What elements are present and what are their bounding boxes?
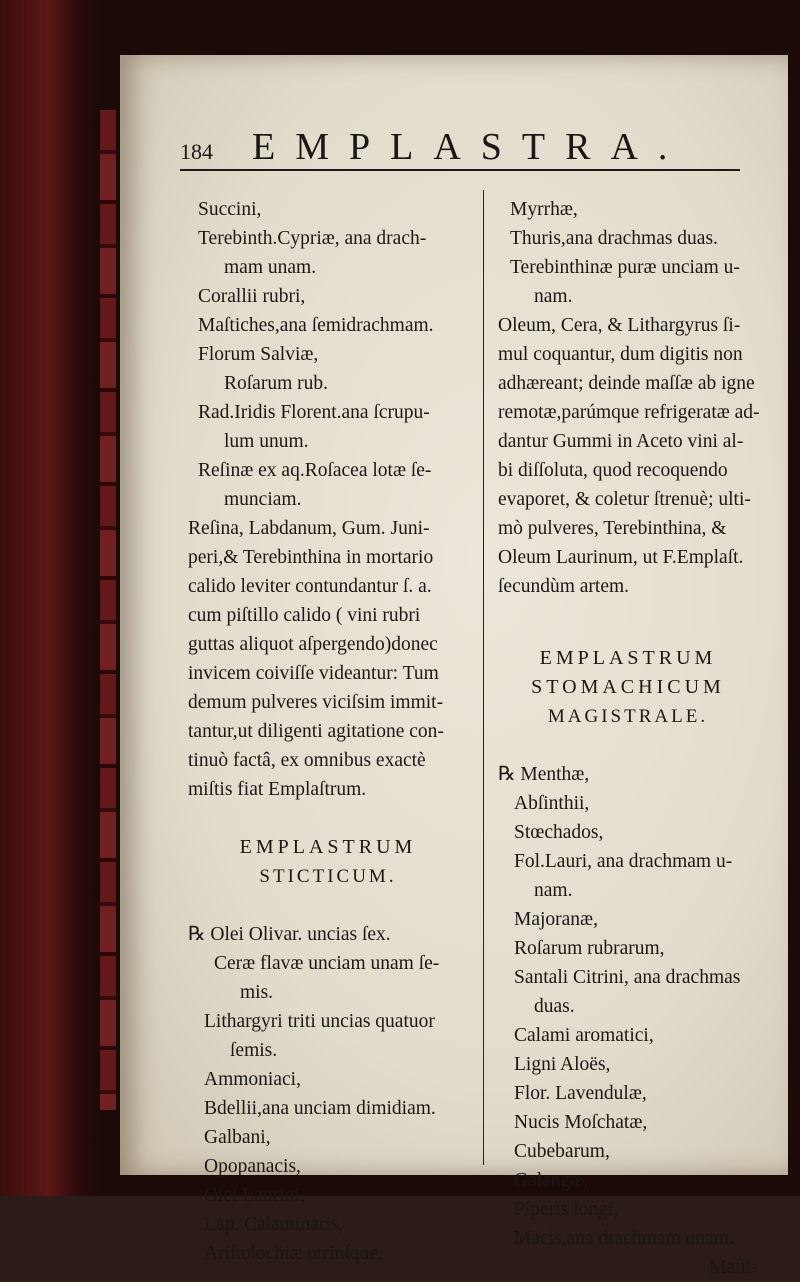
text-line: adhæreant; deinde maſſæ ab igne: [498, 373, 755, 394]
page-header: [180, 125, 740, 171]
spacer: [498, 630, 758, 644]
text-line: mul coquantur, dum digitis non: [498, 344, 743, 365]
catchword: Maſti-: [709, 1257, 758, 1278]
text-line: Terebinth.Cypriæ, ana drach-: [198, 228, 427, 249]
left-column: [188, 195, 458, 1268]
text-line: Galbani,: [204, 1127, 271, 1148]
text-line: Terebinthinæ puræ unciam u-: [510, 257, 740, 278]
text-line: Reſina, Labdanum, Gum. Juni-: [188, 518, 430, 539]
text-line: Cubebarum,: [514, 1141, 610, 1162]
text-line: Ligni Aloës,: [514, 1054, 611, 1075]
section-title: EMPLASTRUM: [239, 836, 417, 858]
text-line: Lap. Calaminaris,: [204, 1214, 344, 1235]
text-line: Succini,: [198, 199, 262, 220]
text-line: Rad.Iridis Florent.ana ſcrupu-: [198, 402, 430, 423]
text-line: miſtis fiat Emplaſtrum.: [188, 779, 367, 800]
text-line: Macis,ana drachmam unam.: [514, 1228, 734, 1249]
text-line: Ammoniaci,: [204, 1069, 301, 1090]
section-subtitle: STOMACHICUM: [531, 676, 725, 698]
text-line: Bdellii,ana unciam dimidiam.: [204, 1098, 436, 1119]
text-line: ſemis.: [230, 1040, 278, 1061]
spacer: [198, 804, 458, 833]
spacer: [498, 731, 758, 760]
text-line: Calami aromatici,: [514, 1025, 654, 1046]
page-number: 184: [180, 139, 213, 164]
text-line: bi diſſoluta, quod recoquendo: [498, 460, 728, 481]
text-line: Ceræ flavæ unciam unam ſe-: [214, 953, 440, 974]
text-line: Olei Laurini,: [204, 1185, 305, 1206]
text-line: ſecundùm artem.: [498, 576, 630, 597]
text-line: mis.: [240, 982, 274, 1003]
text-line: lum unum.: [224, 431, 309, 452]
text-line: munciam.: [224, 489, 302, 510]
text-line: Opopanacis,: [204, 1156, 301, 1177]
text-line: duas.: [534, 996, 575, 1017]
column-divider: [483, 190, 484, 1165]
text-line: tinuò factâ, ex omnibus exactè: [188, 750, 426, 771]
right-column: [498, 195, 758, 1282]
text-line: evaporet, & coletur ſtrenuè; ulti-: [498, 489, 751, 510]
spacer: [198, 891, 458, 920]
text-line: mò pulveres, Terebinthina, &: [498, 518, 727, 539]
text-line: Ariſtolochiæ utriuſque,: [204, 1243, 383, 1264]
text-line: nam.: [534, 286, 573, 307]
text-line: Piperis longi,: [514, 1199, 619, 1220]
text-line: dantur Gummi in Aceto vini al-: [498, 431, 744, 452]
text-line: guttas aliquot aſpergendo)donec: [188, 634, 438, 655]
text-line: Nucis Moſchatæ,: [514, 1112, 648, 1133]
text-line: Roſarum rub.: [224, 373, 328, 394]
text-line: Corallii rubri,: [198, 286, 306, 307]
text-line: Galangæ,: [514, 1170, 589, 1191]
text-line: invicem coiviſſe videantur: Tum: [188, 663, 439, 684]
text-line: peri,& Terebinthina in mortario: [188, 547, 434, 568]
text-line: ℞ Menthæ,: [498, 764, 590, 785]
section-title: EMPLASTRUM: [539, 647, 717, 669]
text-line: Abſinthii,: [514, 793, 590, 814]
text-line: Stœchados,: [514, 822, 604, 843]
text-line: Oleum Laurinum, ut F.Emplaſt.: [498, 547, 744, 568]
running-title: EMPLASTRA.: [252, 126, 688, 168]
text-line: Thuris,ana drachmas duas.: [510, 228, 718, 249]
text-line: cum piſtillo calido ( vini rubri: [188, 605, 421, 626]
text-line: Lithargyri triti uncias quatuor: [204, 1011, 435, 1032]
text-line: mam unam.: [224, 257, 317, 278]
text-line: tantur,ut diligenti agitatione con-: [188, 721, 444, 742]
text-line: Flor. Lavendulæ,: [514, 1083, 647, 1104]
text-line: Roſarum rubrarum,: [514, 938, 665, 959]
text-line: demum pulveres viciſsim immit-: [188, 692, 444, 713]
text-line: calido leviter contundantur ſ. a.: [188, 576, 432, 597]
text-line: remotæ,parúmque refrigeratæ ad-: [498, 402, 760, 423]
text-line: Fol.Lauri, ana drachmam u-: [514, 851, 733, 872]
text-line: Myrrhæ,: [510, 199, 578, 220]
spacer: [498, 601, 758, 630]
text-line: Maſtiches,ana ſemidrachmam.: [198, 315, 434, 336]
text-line: nam.: [534, 880, 573, 901]
text-line: ℞ Olei Olivar. uncias ſex.: [188, 924, 391, 945]
text-line: Santali Citrini, ana drachmas: [514, 967, 741, 988]
text-line: Florum Salviæ,: [198, 344, 319, 365]
text-line: Majoranæ,: [514, 909, 598, 930]
book-page: [120, 55, 788, 1278]
section-subtitle: STICTICUM.: [259, 866, 397, 887]
text-line: Oleum, Cera, & Lithargyrus ſi-: [498, 315, 741, 336]
text-line: Reſinæ ex aq.Roſacea lotæ ſe-: [198, 460, 432, 481]
section-subtitle: MAGISTRALE.: [547, 706, 709, 727]
book-spine: [100, 110, 116, 1110]
